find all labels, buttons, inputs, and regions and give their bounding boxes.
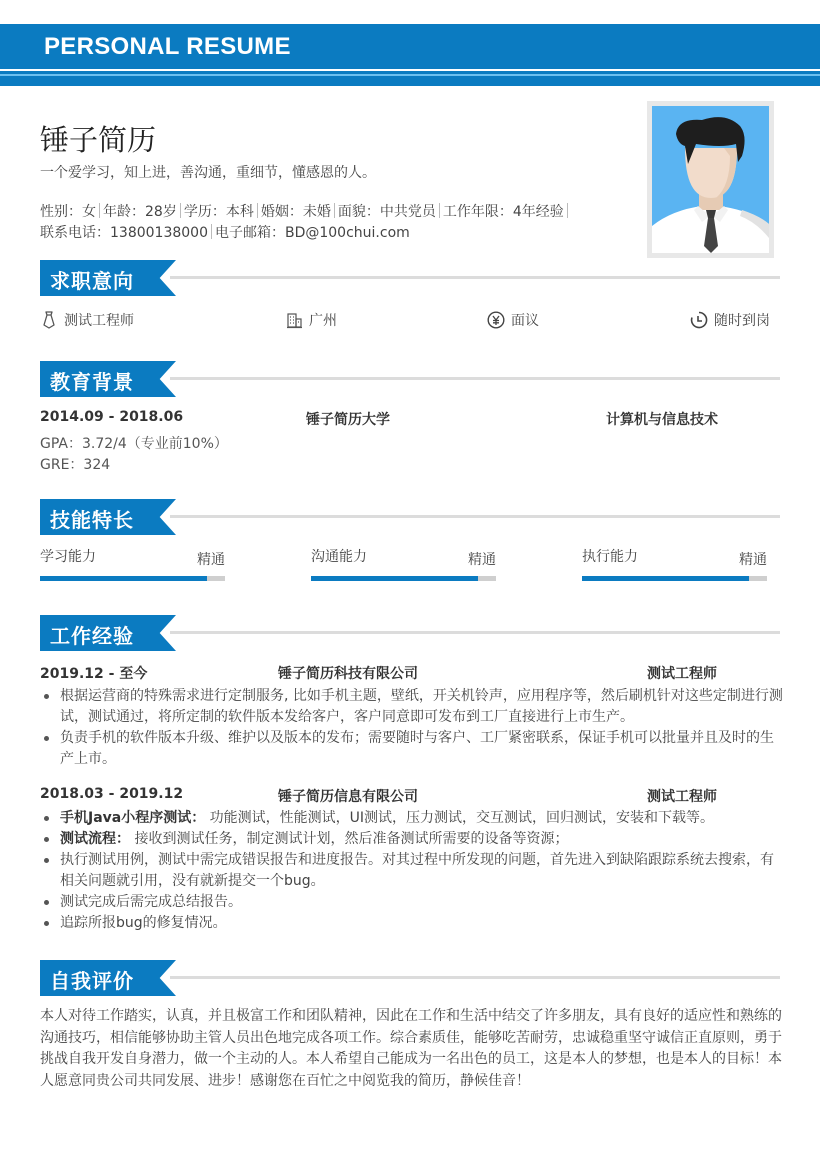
info-education: 学历：本科 [183,204,254,220]
job-company: 锤子简历科技有限公司 [278,666,418,682]
info-work-years: 工作年限：4年经验 [442,204,564,220]
intent-city [285,310,337,330]
job-duty: 测试完成后需完成总结报告。 [40,892,785,913]
section-divider [170,631,780,634]
self-evaluation-text: 本人对待工作踏实，认真，并且极富工作和团队精神，因此在工作和生活中结交了许多朋友，具有良好的适应性和熟练的沟通技巧，相信能够协助主管人员出色地完成各项工作。综合素质佳，能够吃苦耐劳，忠诚稳重坚守诚信正直原则，勇于挑战自我开发自身潜力，做一个主动的人。本人希望自己能成为一名出色的员工，这是本人的梦想，也是本人的目标！本人愿意同贵公司共同发展、进步！感谢您在百忙之中阅览我的简历，静候佳音！ [40,1008,782,1089]
divider [180,203,181,218]
intent-position-label: 测试工程师 [64,313,134,329]
section-title: 教育背景 [50,370,134,394]
education-period: 2014.09 - 2018.06 [40,409,184,425]
section-header-skills [40,499,780,535]
education-gre: GRE：324 [40,457,111,473]
avatar-photo [652,106,769,253]
intent-salary-label: 面议 [511,313,539,329]
job-title: 测试工程师 [647,789,717,805]
info-political: 面貌：中共党员 [337,204,436,220]
job-duty: 执行测试用例，测试中需完成错误报告和进度报告。对其过程中所发现的问题，首先进入到缺陷跟踪系统去搜索，有相关问题就引用，没有就新提交一个bug。 [40,850,785,892]
job-duties [40,808,785,934]
divider [334,203,335,218]
candidate-name: 锤子简历 [40,123,157,157]
header-stripe [0,76,820,86]
skill-bar [311,576,496,581]
skill-name: 执行能力 [582,549,638,565]
education-gpa: GPA：3.72/4（专业前10%） [40,436,228,452]
intent-availability [690,310,770,330]
job-duty: 负责手机的软件版本升级、维护以及版本的发布；需要随时与客户、工厂紧密联系，保证手机可以批量并且及时的生产上市。 [40,728,785,770]
section-title: 求职意向 [50,269,134,293]
info-age: 年龄：28岁 [103,204,177,220]
divider [567,203,568,218]
info-gender: 性别：女 [40,204,96,220]
section-title: 自我评价 [50,969,134,993]
job-title: 测试工程师 [647,666,717,682]
education-major: 计算机与信息技术 [606,412,718,428]
info-email: 电子邮箱：BD@100chui.com [214,225,410,241]
job-duties [40,686,785,770]
section-header-work [40,615,780,651]
section-divider [170,276,780,279]
job-period: 2019.12 - 至今 [40,666,148,682]
resume-title: PERSONAL RESUME [44,33,291,60]
skill-level: 精通 [739,552,767,568]
job-company: 锤子简历信息有限公司 [278,789,418,805]
job-duty: 测试流程： 接收到测试任务，制定测试计划，然后准备测试所需要的设备等资源； [40,829,785,850]
skill-level: 精通 [468,552,496,568]
clock-icon [690,311,708,329]
candidate-motto: 一个爱学习，知上进，善沟通，重细节，懂感恩的人。 [40,165,376,181]
building-icon [285,311,303,329]
skill-level: 精通 [197,552,225,568]
skill-bar [40,576,225,581]
intent-salary [487,310,539,330]
job-duty: 根据运营商的特殊需求进行定制服务, 比如手机主题，壁纸，开关机铃声，应用程序等，然后刷机针对这些定制进行测试，测试通过，将所定制的软件版本发给客户，客户同意即可发布到工厂直接进行上市生产。 [40,686,785,728]
skill-name: 沟通能力 [311,549,367,565]
section-header-self-evaluation [40,960,780,996]
info-phone: 联系电话：13800138000 [40,225,208,241]
basic-info-row-1 [40,201,571,221]
divider [211,224,212,239]
section-title: 技能特长 [50,508,134,532]
tie-icon [40,311,58,329]
skill-bar-fill [311,576,478,581]
skill-bar-fill [582,576,749,581]
divider [257,203,258,218]
divider [439,203,440,218]
skill-bar-fill [40,576,207,581]
section-divider [170,976,780,979]
section-divider [170,377,780,380]
section-title: 工作经验 [50,624,134,648]
yen-icon [487,311,505,329]
person-avatar-icon [652,106,769,253]
section-header-education [40,361,780,397]
intent-city-label: 广州 [309,313,337,329]
education-school: 锤子简历大学 [306,412,390,428]
section-divider [170,515,780,518]
section-header-intent [40,260,780,296]
skill-name: 学习能力 [40,549,96,565]
job-duty: 手机Java小程序测试： 功能测试，性能测试，UI测试，压力测试，交互测试，回归测试，安装和下载等。 [40,808,785,829]
basic-info-row-2 [40,222,410,242]
job-duty: 追踪所报bug的修复情况。 [40,913,785,934]
intent-availability-label: 随时到岗 [714,313,770,329]
job-period: 2018.03 - 2019.12 [40,786,184,802]
skill-bar [582,576,767,581]
divider [99,203,100,218]
info-marital: 婚姻：未婚 [260,204,331,220]
intent-position [40,310,134,330]
